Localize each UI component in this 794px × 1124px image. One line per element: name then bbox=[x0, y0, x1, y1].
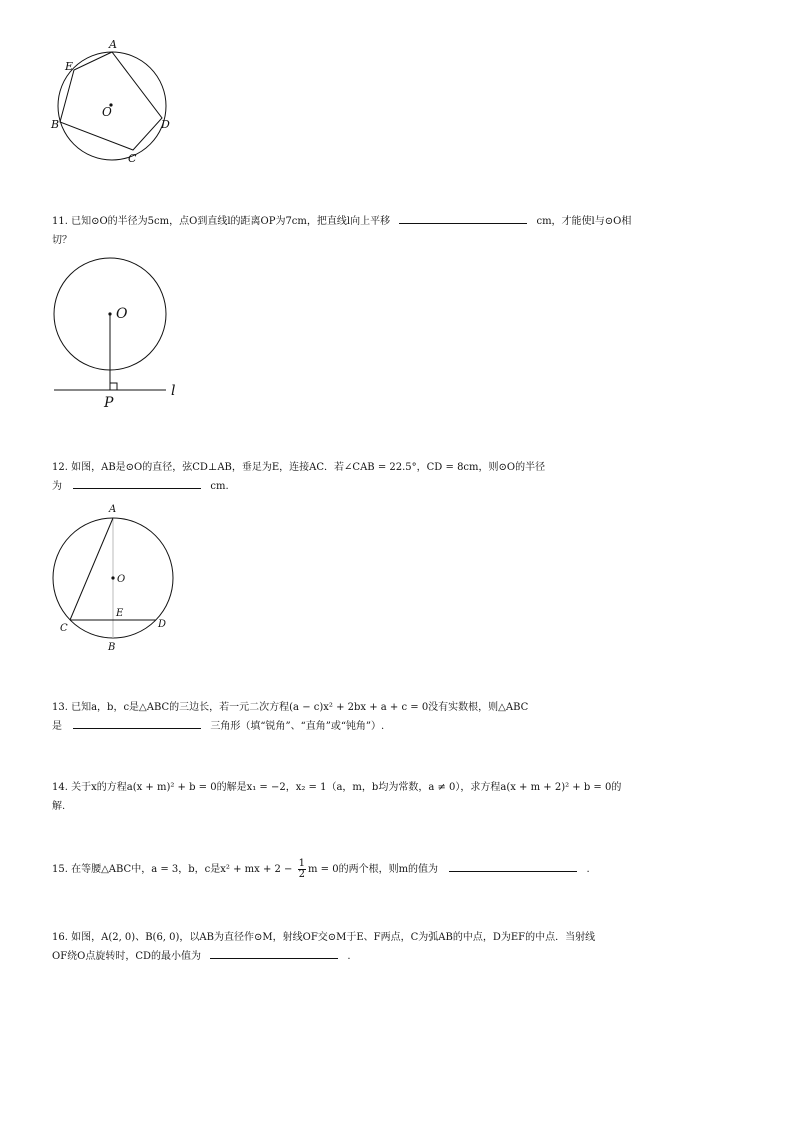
figure-q11-circle-line bbox=[48, 254, 188, 414]
question-text: 为 bbox=[52, 481, 62, 492]
question-text: 已知a，b，c是△ABC的三边长，若一元二次方程(a − c)x² + 2bx + a + c = 0没有实数根，则△ABC bbox=[71, 702, 529, 713]
label-d: D bbox=[161, 118, 170, 131]
center-dot bbox=[111, 576, 114, 579]
center-dot bbox=[108, 312, 111, 315]
question-text: cm. bbox=[210, 481, 229, 492]
label-b: B bbox=[108, 642, 116, 653]
question-number: 13. bbox=[52, 702, 68, 713]
label-o: O bbox=[116, 306, 128, 322]
question-14 bbox=[52, 778, 742, 816]
question-number: 11. bbox=[52, 216, 68, 227]
question-11 bbox=[52, 212, 742, 250]
answer-blank[interactable] bbox=[449, 860, 577, 872]
label-b: B bbox=[51, 118, 60, 131]
figure-q12-circle-chord bbox=[46, 500, 186, 656]
question-text: 解. bbox=[52, 801, 66, 812]
segment-ac bbox=[70, 518, 113, 620]
question-16 bbox=[52, 928, 742, 966]
question-number: 15. bbox=[52, 864, 68, 875]
question-number: 12. bbox=[52, 462, 68, 473]
label-c: C bbox=[60, 623, 68, 634]
question-text: . bbox=[347, 951, 351, 962]
fraction bbox=[298, 859, 306, 880]
question-text: 三角形（填“锐角”、“直角”或“钝角”）. bbox=[210, 721, 385, 732]
question-text: cm，才能使l与⊙O相 bbox=[536, 216, 632, 227]
label-a: A bbox=[109, 38, 117, 51]
question-text: 关于x的方程a(x + m)² + b = 0的解是x₁ = −2，x₂ = 1（a，m，b均为常数，a ≠ 0），求方程a(x + m + 2)² + b = 0的 bbox=[71, 782, 622, 793]
label-l: l bbox=[171, 383, 176, 399]
label-d: D bbox=[158, 619, 167, 630]
question-text: 在等腰△ABC中，a = 3，b，c是x² + mx + 2 − bbox=[71, 864, 296, 875]
question-number: 16. bbox=[52, 932, 68, 943]
question-text: OF绕O点旋转时，CD的最小值为 bbox=[52, 951, 202, 962]
answer-blank[interactable] bbox=[210, 947, 338, 959]
label-o: O bbox=[117, 574, 126, 585]
answer-blank[interactable] bbox=[73, 717, 201, 729]
question-text: 如图，AB是⊙O的直径，弦CD⊥AB，垂足为E，连接AC．若∠CAB = 22.5°，CD = 8cm，则⊙O的半径 bbox=[71, 462, 546, 473]
question-text: 切？ bbox=[52, 235, 72, 246]
figure-q10-circle-pentagon bbox=[48, 36, 178, 168]
label-a: A bbox=[109, 504, 117, 515]
question-text: 已知⊙O的半径为5cm，点O到直线l的距离OP为7cm，把直线l向上平移 bbox=[71, 216, 391, 227]
question-text: 如图，A(2, 0)、B(6, 0)，以AB为直径作⊙M，射线OF交⊙M于E、F两点，C为弧AB的中点，D为EF的中点．当射线 bbox=[71, 932, 596, 943]
answer-blank[interactable] bbox=[399, 212, 527, 224]
question-12 bbox=[52, 458, 742, 496]
question-15 bbox=[52, 858, 742, 882]
fraction-numerator: 1 bbox=[298, 858, 305, 869]
label-e: E bbox=[65, 60, 74, 73]
question-text: . bbox=[586, 864, 590, 875]
fraction-denominator: 2 bbox=[298, 869, 305, 880]
label-c: C bbox=[128, 152, 137, 165]
question-13 bbox=[52, 698, 742, 736]
label-p: P bbox=[104, 395, 114, 411]
label-o: O bbox=[102, 105, 112, 119]
answer-blank[interactable] bbox=[73, 477, 201, 489]
label-e: E bbox=[116, 608, 124, 619]
right-angle-mark bbox=[110, 383, 117, 390]
question-number: 14. bbox=[52, 782, 68, 793]
question-text: m = 0的两个根，则m的值为 bbox=[307, 864, 439, 875]
question-text: 是 bbox=[52, 721, 62, 732]
